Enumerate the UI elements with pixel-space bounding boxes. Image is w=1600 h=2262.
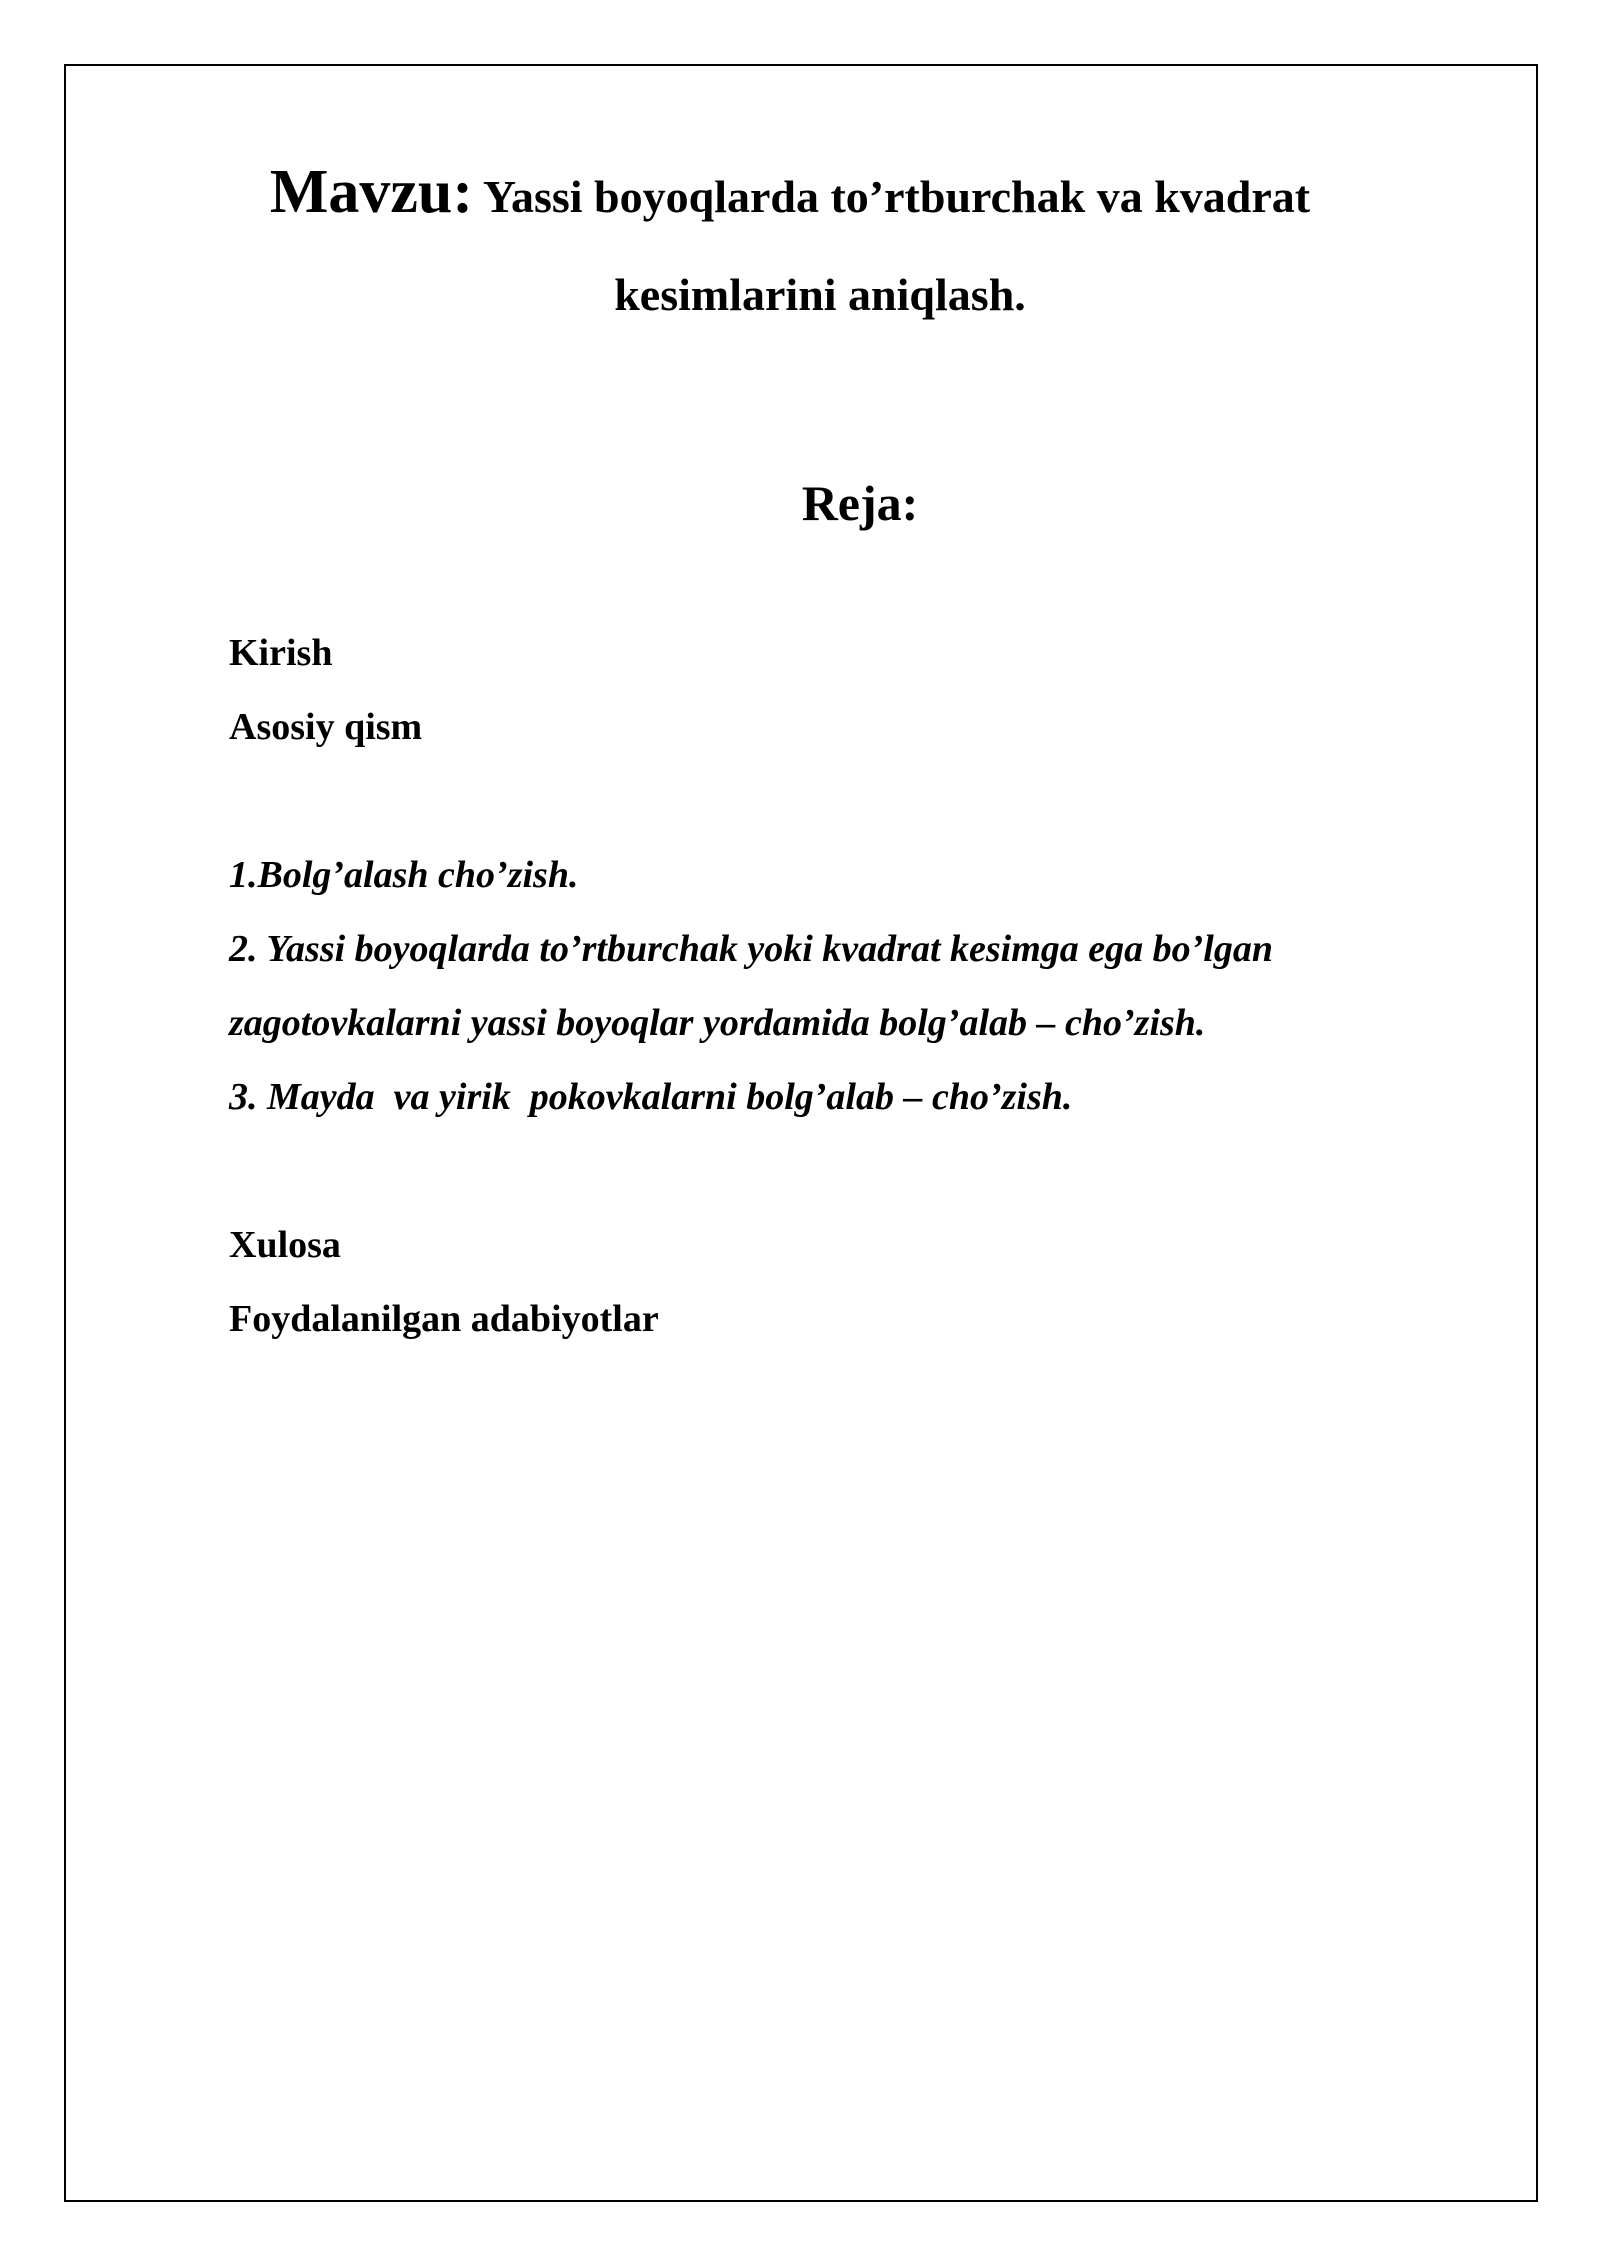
- plan-subitem-1: 1.Bolg’alash cho’zish.: [229, 854, 579, 896]
- page-border: [64, 64, 1538, 2202]
- document-title: [150, 150, 1430, 340]
- title-text-line-2: kesimlarini aniqlash.: [614, 269, 1026, 320]
- plan-subitem-2: 2. Yassi boyoqlarda to’rtburchak yoki kvadrat kesimga ega bo’lgan: [229, 928, 1273, 970]
- plan-item-conclusion: Xulosa: [229, 1224, 341, 1266]
- plan-item-references: Foydalanilgan adabiyotlar: [229, 1298, 659, 1340]
- title-prefix: Mavzu:: [269, 158, 474, 226]
- plan-item-main-part: Asosiy qism: [229, 706, 423, 748]
- plan-subitem-3: 3. Mayda va yirik pokovkalarni bolg’alab – cho’zish.: [229, 1076, 1073, 1118]
- plan-subitem-2-continued: zagotovkalarni yassi boyoqlar yordamida bolg’alab – cho’zish.: [229, 1002, 1206, 1044]
- plan-heading: Reja:: [801, 475, 919, 531]
- title-line-1: [150, 150, 1430, 250]
- title-text-line-1: Yassi boyoqlarda to’rtburchak va kvadrat: [473, 171, 1311, 222]
- plan-item-intro: Kirish: [229, 632, 333, 674]
